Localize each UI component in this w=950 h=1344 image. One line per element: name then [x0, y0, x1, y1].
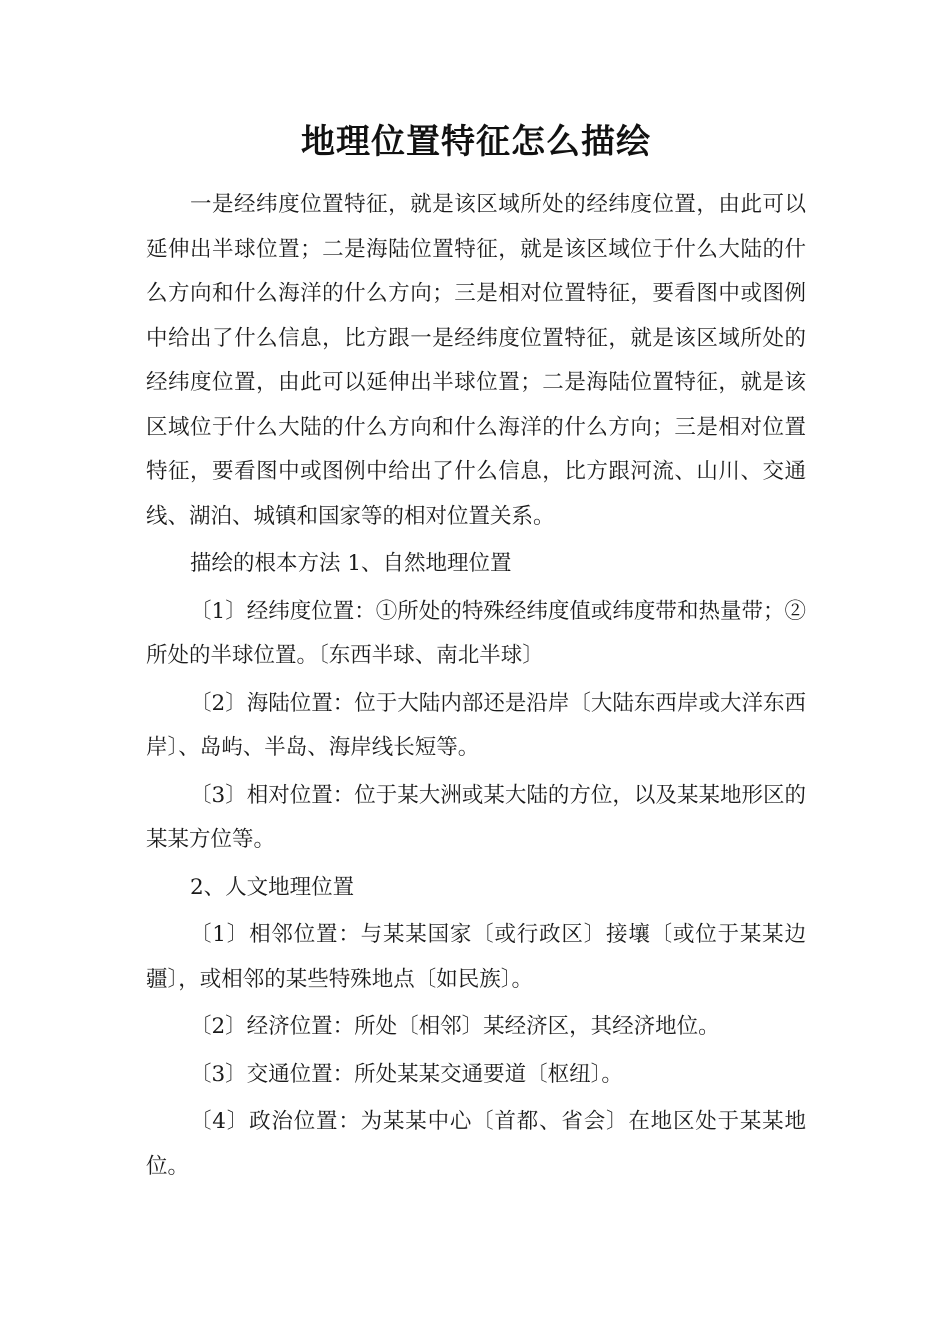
paragraph-method-heading: 描绘的根本方法 1、自然地理位置 — [190, 551, 512, 576]
paragraph-latlong-position: 〔1〕经纬度位置：①所处的特殊经纬度值或纬度带和热量带；②所处的半球位置。〔东西半球、南北半球〕 — [146, 598, 806, 668]
paragraph-human-geo-heading: 2、人文地理位置 — [190, 874, 355, 900]
paragraph-political-position: 〔4〕政治位置：为某某中心〔首都、省会〕在地区处于某某地位。 — [146, 1109, 806, 1179]
paragraph-land-sea-position: 〔2〕海陆位置：位于大陆内部还是沿岸〔大陆东西岸或大洋东西岸〕、岛屿、半岛、海岸线长短等。 — [146, 690, 806, 760]
paragraph-economic-position: 〔2〕经济位置：所处〔相邻〕某经济区，其经济地位。 — [190, 1014, 720, 1039]
paragraph-transport-position: 〔3〕交通位置：所处某某交通要道〔枢纽〕。 — [190, 1061, 623, 1087]
document-title: 地理位置特征怎么描绘 — [301, 122, 651, 162]
paragraph-adjacent-position: 〔1〕相邻位置：与某某国家〔或行政区〕接壤〔或位于某某边疆〕，或相邻的某些特殊地点〔如民族〕。 — [146, 922, 806, 992]
document-body — [146, 183, 806, 1189]
paragraph-overview: 一是经纬度位置特征，就是该区域所处的经纬度位置，由此可以延伸出半球位置；二是海陆位置特征，就是该区域位于什么大陆的什么方向和什么海洋的什么方向；三是相对位置特征，要看图中或图例中给出了什么信息，比方跟一是经纬度位置特征，就是该区域所处的经纬度位置，由此可以延伸出半球位置；二是海陆位置特征，就是该区域位于什么大陆的什么方向和什么海洋的什么方向；三是相对位置特征，要看图中或图例中给出了什么信息，比方跟河流、山川、交通线、湖泊、城镇和国家等的相对位置关系。 — [146, 192, 806, 529]
paragraph-relative-position: 〔3〕相对位置：位于某大洲或某大陆的方位，以及某某地形区的某某方位等。 — [146, 782, 806, 852]
